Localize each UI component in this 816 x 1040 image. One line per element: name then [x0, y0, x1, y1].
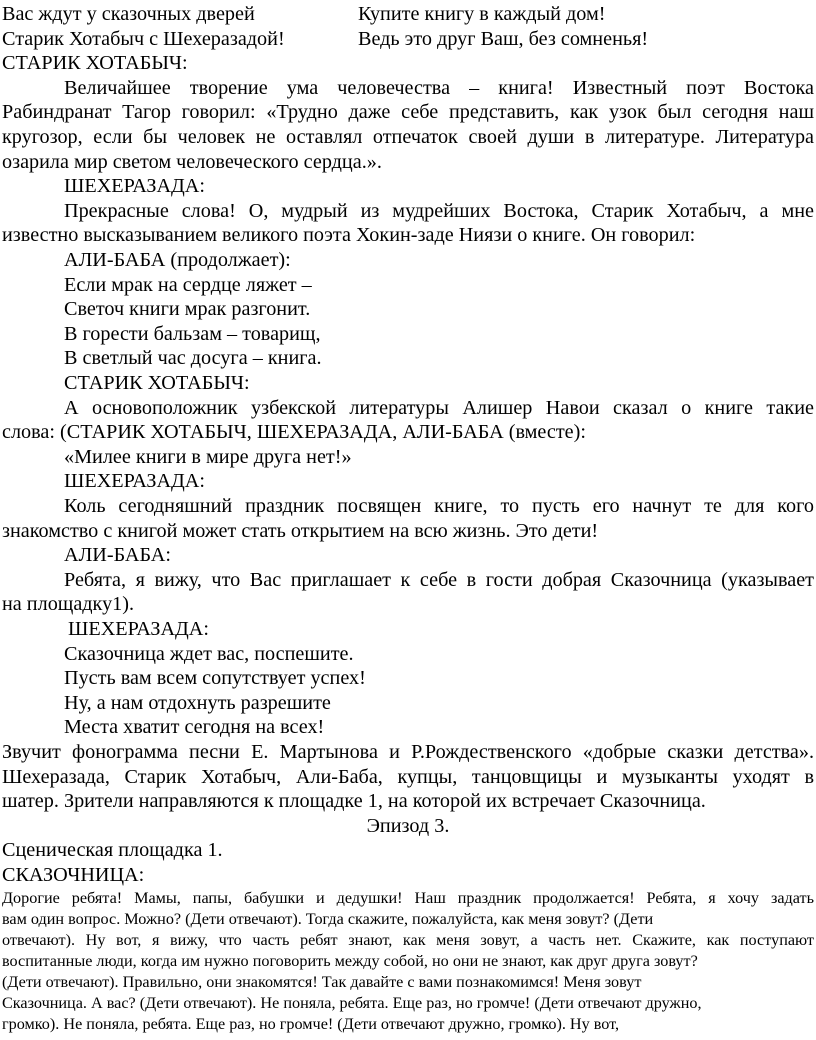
paragraph-line: слова: (СТАРИК ХОТАБЫЧ, ШЕХЕРАЗАДА, АЛИ-БАБА (вместе):: [2, 421, 586, 443]
stage-direction-line: Шехеразада, Старик Хотабыч, Али-Баба, купцы, танцовщицы и музыканты уходят в: [2, 766, 814, 788]
poem-line: Если мрак на сердце ляжет –: [64, 274, 312, 296]
speech-line: (Дети отвечают). Правильно, они знакомятся! Так давайте с вами познакомимся! Меня зовут: [2, 973, 642, 991]
paragraph-line: на площадку1).: [2, 593, 135, 615]
paragraph-line: знакомство с книгой может стать открытием на всю жизнь. Это дети!: [2, 520, 599, 542]
speaker-heading: ШЕХЕРАЗАДА:: [64, 470, 205, 492]
verse-left-line-2: Старик Хотабыч с Шехеразадой!: [2, 28, 285, 50]
poem-line: Места хватит сегодня на всех!: [64, 716, 325, 738]
speaker-heading: СКАЗОЧНИЦА:: [2, 864, 145, 886]
stage-direction-line: Звучит фонограмма песни Е. Мартынова и Р.Рождественского «добрые сказки детства».: [2, 741, 814, 763]
poem-line: Сказочница ждет вас, поспешите.: [64, 643, 354, 665]
paragraph-line: Коль сегодняшний праздник посвящен книге, то пусть его начнут те для кого: [64, 495, 814, 517]
speaker-heading: ШЕХЕРАЗАДА:: [64, 175, 205, 197]
verse-right-line-2: Ведь это друг Ваш, без сомненья!: [358, 28, 649, 50]
poem-line: Светоч книги мрак разгонит.: [64, 298, 311, 320]
paragraph-line: Ребята, я вижу, что Вас приглашает к себе в гости добрая Сказочница (указывает: [64, 569, 814, 591]
paragraph-line: А основоположник узбекской литературы Алишер Навои сказал о книге такие: [64, 397, 814, 419]
speaker-heading: ШЕХЕРАЗАДА:: [68, 618, 209, 640]
stage-direction-line: шатер. Зрители направляются к площадке 1, на которой их встречает Сказочница.: [2, 790, 706, 812]
speech-line: отвечают). Ну вот, я вижу, что часть ребят знают, как меня зовут, а часть нет. Скажите, как поступают: [2, 931, 814, 949]
poem-line: Пусть вам всем сопутствует успех!: [64, 667, 366, 689]
speaker-heading: АЛИ-БАБА (продолжает):: [64, 249, 291, 271]
speech-line: вам один вопрос. Можно? (Дети отвечают). Тогда скажите, пожалуйста, как меня зовут? (Дети: [2, 910, 654, 928]
speaker-heading: СТАРИК ХОТАБЫЧ:: [2, 52, 188, 74]
poem-line: Ну, а нам отдохнуть разрешите: [64, 692, 331, 714]
verse-left-line-1: Вас ждут у сказочных дверей: [2, 3, 255, 25]
stage-location: Сценическая площадка 1.: [2, 839, 223, 861]
paragraph-line: Величайшее творение ума человечества – книга! Известный поэт Востока: [64, 77, 814, 99]
verse-right-line-1: Купите книгу в каждый дом!: [358, 3, 606, 25]
episode-title: Эпизод 3.: [366, 815, 450, 837]
poem-line: В горести бальзам – товарищ,: [64, 323, 321, 345]
paragraph-line: озарила мир светом человеческого сердца.».: [2, 151, 382, 173]
speaker-heading: АЛИ-БАБА:: [64, 544, 171, 566]
paragraph-line: Прекрасные слова! О, мудрый из мудрейших Востока, Старик Хотабыч, а мне: [64, 200, 814, 222]
poem-line: В светлый час досуга – книга.: [64, 347, 322, 369]
paragraph-line: известно высказыванием великого поэта Хокин-заде Ниязи о книге. Он говорил:: [2, 224, 696, 246]
paragraph-line: Рабиндранат Тагор говорил: «Трудно даже себе представить, как узок был сегодня наш: [2, 101, 814, 123]
speaker-heading: СТАРИК ХОТАБЫЧ:: [64, 372, 250, 394]
paragraph-line: кругозор, если бы человек не оставлял отпечаток своей души в литературе. Литература: [2, 126, 814, 148]
speech-line: громко). Не поняла, ребята. Еще раз, но громче! (Дети отвечают дружно, громко). Ну вот,: [2, 1015, 620, 1033]
speech-line: воспитанные люди, когда им нужно поговорить между собой, но они не знают, как друг друга зовут?: [2, 952, 698, 970]
speech-line: Дорогие ребята! Мамы, папы, бабушки и дедушки! Наш праздник продолжается! Ребята, я хочу задать: [2, 889, 814, 907]
quote-line: «Милее книги в мире друга нет!»: [64, 446, 352, 468]
speech-line: Сказочница. А вас? (Дети отвечают). Не поняла, ребята. Еще раз, но громче! (Дети отвечают дружно,: [2, 994, 702, 1012]
